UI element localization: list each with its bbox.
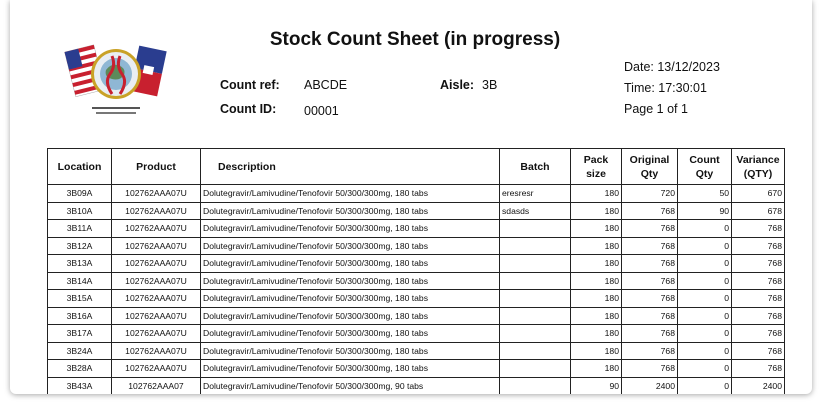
column-header-description: Description (201, 149, 500, 185)
date-text: Date: 13/12/2023 (624, 60, 720, 74)
cell-original-qty: 768 (622, 360, 678, 378)
page-number: Page 1 of 1 (624, 102, 688, 116)
cell-original-qty: 768 (622, 272, 678, 290)
cell-location: 3B43A (48, 377, 112, 394)
cell-product: 102762AAA07U (112, 307, 201, 325)
cell-batch: sdasds (500, 202, 571, 220)
column-header-location: Location (48, 149, 112, 185)
cell-original-qty: 768 (622, 255, 678, 273)
table-row (48, 272, 785, 290)
cell-variance-qty: 768 (732, 342, 785, 360)
cell-location: 3B15A (48, 290, 112, 308)
cell-original-qty: 768 (622, 290, 678, 308)
cell-product: 102762AAA07U (112, 272, 201, 290)
cell-original-qty: 768 (622, 237, 678, 255)
column-header-pack-size: Pack size (571, 149, 622, 185)
cell-original-qty: 768 (622, 342, 678, 360)
cell-variance-qty: 768 (732, 220, 785, 238)
cell-batch: eresresr (500, 185, 571, 203)
cell-variance-qty: 768 (732, 307, 785, 325)
table-row (48, 220, 785, 238)
cell-variance-qty: 768 (732, 237, 785, 255)
cell-product: 102762AAA07U (112, 185, 201, 203)
cell-count-qty: 0 (678, 377, 732, 394)
table-row (48, 237, 785, 255)
table-body (48, 185, 785, 395)
cell-location: 3B17A (48, 325, 112, 343)
count-ref-label: Count ref: (220, 78, 280, 92)
column-header-variance-qty: Variance (QTY) (732, 149, 785, 185)
cell-original-qty: 768 (622, 202, 678, 220)
page-title: Stock Count Sheet (in progress) (269, 29, 561, 50)
cell-location: 3B11A (48, 220, 112, 238)
column-header-original-qty: Original Qty (622, 149, 678, 185)
cell-batch (500, 237, 571, 255)
table-row (48, 325, 785, 343)
table-row (48, 360, 785, 378)
cell-count-qty: 0 (678, 342, 732, 360)
cell-pack-size: 180 (571, 237, 622, 255)
cell-location: 3B14A (48, 272, 112, 290)
cell-batch (500, 377, 571, 394)
aisle-label: Aisle: (440, 78, 475, 92)
cell-variance-qty: 768 (732, 325, 785, 343)
cell-location: 3B28A (48, 360, 112, 378)
cell-batch (500, 255, 571, 273)
time-text: Time: 17:30:01 (624, 81, 707, 95)
cell-description: Dolutegravir/Lamivudine/Tenofovir 50/300/300mg, 180 tabs (201, 290, 500, 308)
cell-original-qty: 768 (622, 220, 678, 238)
cell-pack-size: 180 (571, 290, 622, 308)
cell-original-qty: 720 (622, 185, 678, 203)
cell-description: Dolutegravir/Lamivudine/Tenofovir 50/300/300mg, 180 tabs (201, 185, 500, 203)
cell-variance-qty: 768 (732, 272, 785, 290)
cell-variance-qty: 768 (732, 360, 785, 378)
cell-description: Dolutegravir/Lamivudine/Tenofovir 50/300/300mg, 180 tabs (201, 307, 500, 325)
cell-description: Dolutegravir/Lamivudine/Tenofovir 50/300/300mg, 180 tabs (201, 272, 500, 290)
cell-variance-qty: 670 (732, 185, 785, 203)
table-row (48, 342, 785, 360)
table-row (48, 290, 785, 308)
table-row (48, 377, 785, 394)
cell-description: Dolutegravir/Lamivudine/Tenofovir 50/300/300mg, 90 tabs (201, 377, 500, 394)
cell-batch (500, 307, 571, 325)
cell-variance-qty: 2400 (732, 377, 785, 394)
cell-description: Dolutegravir/Lamivudine/Tenofovir 50/300/300mg, 180 tabs (201, 325, 500, 343)
cell-description: Dolutegravir/Lamivudine/Tenofovir 50/300/300mg, 180 tabs (201, 237, 500, 255)
cell-batch (500, 272, 571, 290)
cell-product: 102762AAA07U (112, 220, 201, 238)
cell-batch (500, 290, 571, 308)
cell-variance-qty: 768 (732, 255, 785, 273)
cell-count-qty: 0 (678, 237, 732, 255)
cell-product: 102762AAA07U (112, 237, 201, 255)
cell-batch (500, 360, 571, 378)
cell-pack-size: 180 (571, 255, 622, 273)
cell-location: 3B16A (48, 307, 112, 325)
column-header-count-qty: Count Qty (678, 149, 732, 185)
count-ref-value: ABCDE (304, 78, 348, 92)
count-id-value: 00001 (304, 104, 339, 118)
cell-description: Dolutegravir/Lamivudine/Tenofovir 50/300/300mg, 180 tabs (201, 360, 500, 378)
cell-product: 102762AAA07U (112, 360, 201, 378)
cell-count-qty: 0 (678, 255, 732, 273)
cell-batch (500, 342, 571, 360)
cell-original-qty: 2400 (622, 377, 678, 394)
cell-pack-size: 180 (571, 307, 622, 325)
cell-product: 102762AAA07U (112, 255, 201, 273)
table-row (48, 255, 785, 273)
cell-count-qty: 90 (678, 202, 732, 220)
cell-description: Dolutegravir/Lamivudine/Tenofovir 50/300/300mg, 180 tabs (201, 255, 500, 273)
table-header-row (48, 149, 785, 185)
cell-pack-size: 180 (571, 202, 622, 220)
cell-description: Dolutegravir/Lamivudine/Tenofovir 50/300/300mg, 180 tabs (201, 202, 500, 220)
cell-count-qty: 0 (678, 325, 732, 343)
column-header-batch: Batch (500, 149, 571, 185)
aisle-value: 3B (482, 78, 498, 92)
cell-product: 102762AAA07U (112, 290, 201, 308)
cell-batch (500, 325, 571, 343)
cell-location: 3B10A (48, 202, 112, 220)
cell-original-qty: 768 (622, 307, 678, 325)
cell-product: 102762AAA07U (112, 342, 201, 360)
table-row (48, 307, 785, 325)
cell-product: 102762AAA07U (112, 202, 201, 220)
organization-seal-logo-icon (62, 34, 170, 120)
cell-pack-size: 180 (571, 185, 622, 203)
cell-location: 3B13A (48, 255, 112, 273)
cell-location: 3B24A (48, 342, 112, 360)
cell-pack-size: 180 (571, 342, 622, 360)
cell-original-qty: 768 (622, 325, 678, 343)
count-id-label: Count ID: (220, 102, 277, 116)
cell-location: 3B12A (48, 237, 112, 255)
cell-batch (500, 220, 571, 238)
cell-product: 102762AAA07U (112, 325, 201, 343)
column-header-product: Product (112, 149, 201, 185)
cell-pack-size: 180 (571, 220, 622, 238)
cell-count-qty: 0 (678, 220, 732, 238)
cell-variance-qty: 768 (732, 290, 785, 308)
cell-pack-size: 90 (571, 377, 622, 394)
cell-count-qty: 50 (678, 185, 732, 203)
cell-variance-qty: 678 (732, 202, 785, 220)
cell-count-qty: 0 (678, 360, 732, 378)
cell-pack-size: 180 (571, 272, 622, 290)
stock-count-sheet (10, 0, 812, 394)
cell-count-qty: 0 (678, 272, 732, 290)
cell-count-qty: 0 (678, 307, 732, 325)
cell-description: Dolutegravir/Lamivudine/Tenofovir 50/300/300mg, 180 tabs (201, 342, 500, 360)
cell-pack-size: 180 (571, 360, 622, 378)
cell-count-qty: 0 (678, 290, 732, 308)
stock-count-table (47, 148, 785, 394)
table-row (48, 185, 785, 203)
cell-product: 102762AAA07 (112, 377, 201, 394)
cell-location: 3B09A (48, 185, 112, 203)
cell-pack-size: 180 (571, 325, 622, 343)
table-row (48, 202, 785, 220)
cell-description: Dolutegravir/Lamivudine/Tenofovir 50/300/300mg, 180 tabs (201, 220, 500, 238)
